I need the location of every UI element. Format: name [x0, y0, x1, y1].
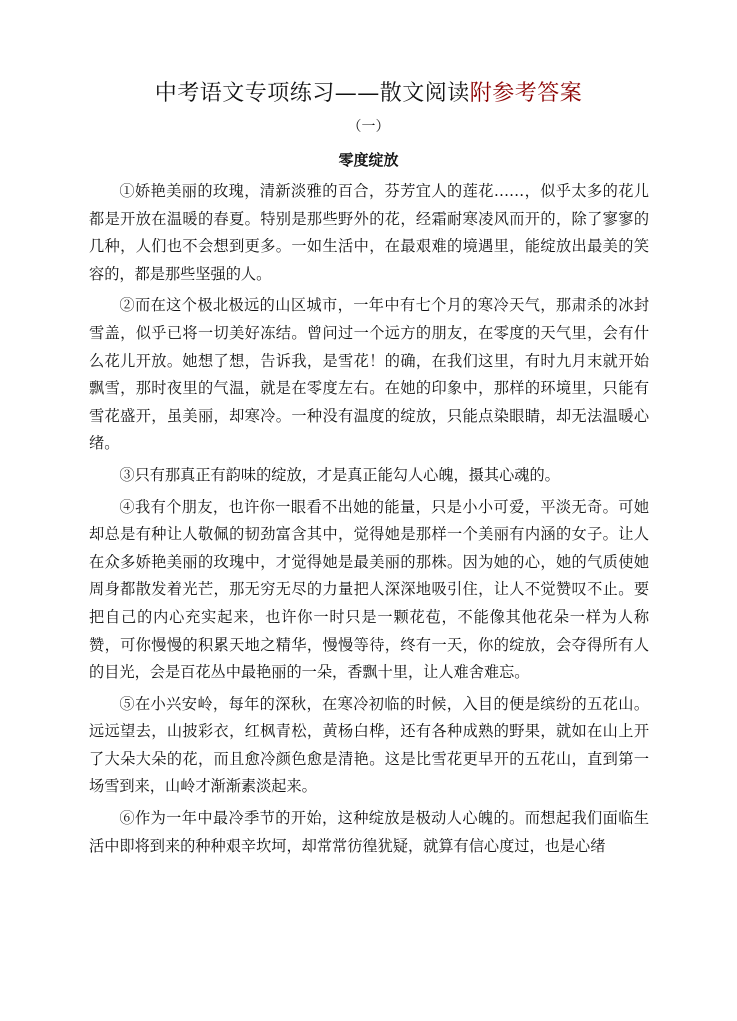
section-number: （一） [347, 119, 390, 135]
title-answer-note: 附参考答案 [469, 81, 583, 106]
paragraph-6: ⑥作为一年中最冷季节的开始，这种绽放是极动人心魄的。而想起我们面临生活中即将到来的种种艰辛坎坷，却常常彷徨犹疑，就算有信心度过，也是心绪 [89, 809, 649, 855]
paragraph-3: ③只有那真正有韵味的绽放，才是真正能勾人心魄，摄其心魂的。 [119, 465, 560, 484]
paragraph-4: ④我有个朋友，也许你一眼看不出她的能量，只是小小可爱，平淡无奇。可她却总是有种让人敬佩的韧劲富含其中，觉得她是那样一个美丽有内涵的女子。让人在众多娇艳美丽的玫瑰中，才觉得她是最美丽的那株。因为她的心，她的气质使她周身都散发着光芒，那无穷无尽的力量把人深深地吸引住，让人不觉赞叹不止。要把自己的内心充实起来，也许你一时只是一颗花苞，不能像其他花朵一样为人称赞，可你慢慢的积累天地之精华，慢慢等待，终有一天，你的绽放，会夺得所有人的目光，会是百花丛中最艳丽的一朵，香飘十里，让人难舍难忘。 [89, 497, 649, 682]
paragraph-5: ⑤在小兴安岭，每年的深秋，在寒冷初临的时候，入目的便是缤纷的五花山。远远望去，山披彩衣，红枫青松，黄杨白桦，还有各种成熟的野果，就如在山上开了大朵大朵的花，而且愈冷颜色愈是清艳。这是比雪花更早开的五花山，直到第一场雪到来，山岭才渐渐素淡起来。 [89, 694, 649, 796]
title-main: 中考语文专项练习——散文阅读 [154, 81, 470, 106]
paragraph-2: ②而在这个极北极远的山区城市，一年中有七个月的寒冷天气，那肃杀的冰封雪盖，似乎已将一切美好冻结。曾问过一个远方的朋友，在零度的天气里，会有什么花儿开放。她想了想，告诉我，是雪花！的确，在我们这里，有时九月末就开始飘雪，那时夜里的气温，就是在零度左右。在她的印象中，那样的环境里，只能有雪花盛开，虽美丽，却寒冷。一种没有温度的绽放，只能点染眼睛，却无法温暖心绪。 [89, 296, 649, 453]
essay-body [89, 178, 649, 864]
essay-heading: 零度绽放 [338, 151, 399, 169]
paragraph-1: ①娇艳美丽的玫瑰，清新淡雅的百合，芬芳宜人的莲花……，似乎太多的花儿都是开放在温暖的春夏。特别是那些野外的花，经霜耐寒凌风而开的，除了寥寥的几种，人们也不会想到更多。一如生活中，在最艰难的境遇里，能绽放出最美的笑容的，都是那些坚强的人。 [89, 182, 649, 283]
document-title [0, 80, 737, 108]
